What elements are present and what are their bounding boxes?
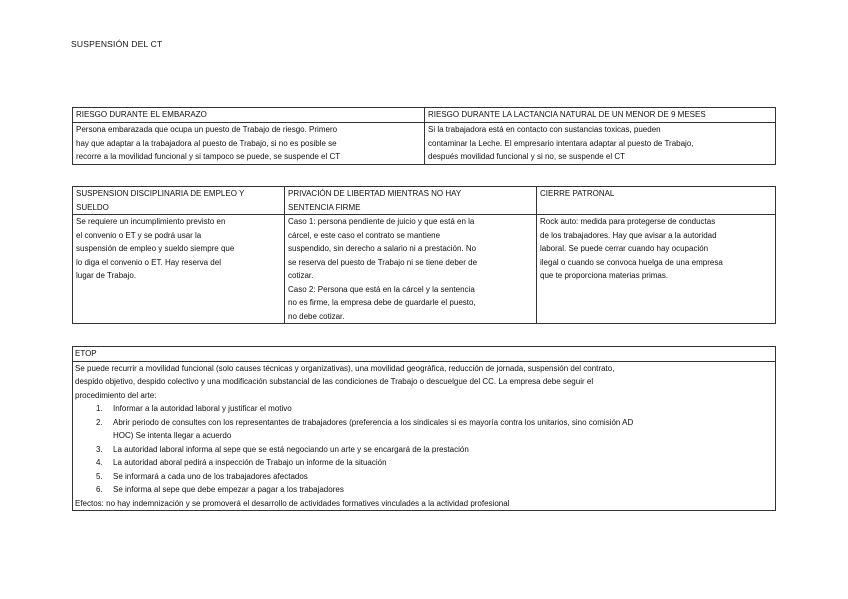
- header-line: PRIVACIÓN DE LIBERTAD MIENTRAS NO HAY: [288, 189, 462, 198]
- list-item: [75, 483, 773, 497]
- header-line: SUELDO: [76, 202, 109, 212]
- list-number: 4.: [96, 458, 103, 467]
- list-number: 5.: [96, 471, 103, 481]
- cell-line: Caso 1: persona pendiente de juicio y que está en la: [288, 217, 475, 226]
- cell-line: se reserva del puesto de Trabajo ni se tiene deber de: [288, 257, 478, 267]
- list-number: 3.: [96, 444, 103, 454]
- cell-cierre-patronal: [537, 215, 776, 324]
- header-cierre-patronal: [537, 187, 776, 215]
- table-etop: [72, 346, 776, 511]
- header-privacion-libertad: [285, 187, 537, 215]
- cell-line: de los trabajadores. Hay que avisar a la autoridad: [540, 230, 717, 240]
- cell-line: Si la trabajadora está en contacto con sustancias toxicas, pueden: [428, 125, 661, 134]
- cell-line: cotizar.: [288, 271, 314, 280]
- list-text: Informar a la autoridad laboral y justificar el motivo: [113, 404, 292, 413]
- cell-line: no debe cotizar.: [288, 311, 345, 321]
- cell-line: Se requiere un incumplimiento previsto en: [76, 217, 226, 226]
- header-line: SENTENCIA FIRME: [288, 202, 361, 212]
- table-embarazo-lactancia: [72, 107, 776, 165]
- header-line: CIERRE PATRONAL: [540, 189, 615, 198]
- list-text: La autoridad laboral informa al sepe que se está negociando un arte y se encargará de la prestación: [113, 444, 469, 454]
- list-text: HOC) Se intenta llegar a acuerdo: [113, 431, 232, 440]
- header-etop: ETOP: [73, 347, 776, 362]
- list-text: Se informará a cada uno de los trabajadores afectados: [113, 471, 308, 481]
- cell-etop: [73, 361, 776, 511]
- list-text: La autoridad aboral pedirá a inspección de Trabajo un informe de la situación: [113, 458, 387, 467]
- cell-line: Persona embarazada que ocupa un puesto de Trabajo de riesgo. Primero: [76, 125, 338, 134]
- list-item: [75, 402, 773, 416]
- cell-line: ilegal o cuando se convoca huelga de una empresa: [540, 257, 723, 267]
- list-number: 2.: [96, 417, 103, 427]
- cell-line: que te proporciona materias primas.: [540, 271, 669, 280]
- list-text: Se informa al sepe que debe empezar a pagar a los trabajadores: [113, 485, 344, 494]
- table-suspension-types: [72, 186, 776, 324]
- intro-line: procedimiento del arte:: [75, 390, 157, 400]
- cell-lactancia: [425, 123, 776, 165]
- header-suspension-disciplinaria: [73, 187, 285, 215]
- header-embarazo: RIESGO DURANTE EL EMBARAZO: [73, 108, 425, 123]
- cell-line: laboral. Se puede cerrar cuando hay ocupación: [540, 244, 709, 253]
- header-line: SUSPENSION DISCIPLINARIA DE EMPLEO Y: [76, 189, 245, 198]
- list-item: [75, 470, 773, 484]
- list-number: 1.: [96, 404, 103, 413]
- list-item: [75, 456, 773, 470]
- procedure-list: [75, 402, 773, 497]
- cell-line: el convenio o ET y se podrá usar la: [76, 230, 202, 240]
- cell-line: lo diga el convenio o ET. Hay reserva del: [76, 257, 221, 267]
- intro-line: despido objetivo, despido colectivo y una modificación substancial de las condiciones de Trabajo o descuelgue del CC. La empresa debe seguir el: [75, 377, 594, 386]
- cell-line: cárcel, e este caso el contrato se mantiene: [288, 230, 441, 240]
- cell-line: suspensión de empleo y sueldo siempre que: [76, 244, 235, 253]
- intro-line: Se puede recurrir a movilidad funcional (solo causes técnicas y organizativas), una movilidad geográfica, reducción de jornada, suspensión del contrato,: [75, 363, 615, 373]
- effects-line: Efectos: no hay indemnización y se promoverá el desarrollo de actividades formatives vinculades a la actividad profesional: [75, 498, 510, 508]
- cell-line: lugar de Trabajo.: [76, 271, 137, 280]
- cell-line: recorre a la movilidad funcional y si tampoco se puede, se suspende el CT: [76, 152, 341, 161]
- cell-suspension-disciplinaria: [73, 215, 285, 324]
- cell-embarazo: [73, 123, 425, 165]
- cell-line: después movilidad funcional y si no, se suspende el CT: [428, 152, 625, 161]
- cell-line: contaminar la Leche. El empresario intentara adaptar al puesto de Trabajo,: [428, 138, 694, 148]
- list-number: 6.: [96, 485, 103, 494]
- page-title: SUSPENSIÓN DEL CT: [71, 39, 163, 49]
- cell-privacion-libertad: [285, 215, 537, 324]
- cell-line: Rock auto: medida para protegerse de conductas: [540, 217, 716, 226]
- cell-line: hay que adaptar a la trabajadora al puesto de Trabajo, si no es posible se: [76, 138, 337, 148]
- cell-line: suspendido, sin derecho a salario ni a prestación. No: [288, 244, 477, 253]
- cell-line: Caso 2: Persona que está en la cárcel y la sentencia: [288, 284, 475, 294]
- header-lactancia: RIESGO DURANTE LA LACTANCIA NATURAL DE UN MENOR DE 9 MESES: [425, 108, 776, 123]
- list-item: [75, 416, 773, 443]
- cell-line: no es firme, la empresa debe de guardarle el puesto,: [288, 298, 476, 307]
- list-item: [75, 443, 773, 457]
- list-text: Abrir periodo de consultes con los representantes de trabajadores (preferencia a los sindicales si es mayoría contra los unitarios, sino comisión AD: [113, 417, 634, 427]
